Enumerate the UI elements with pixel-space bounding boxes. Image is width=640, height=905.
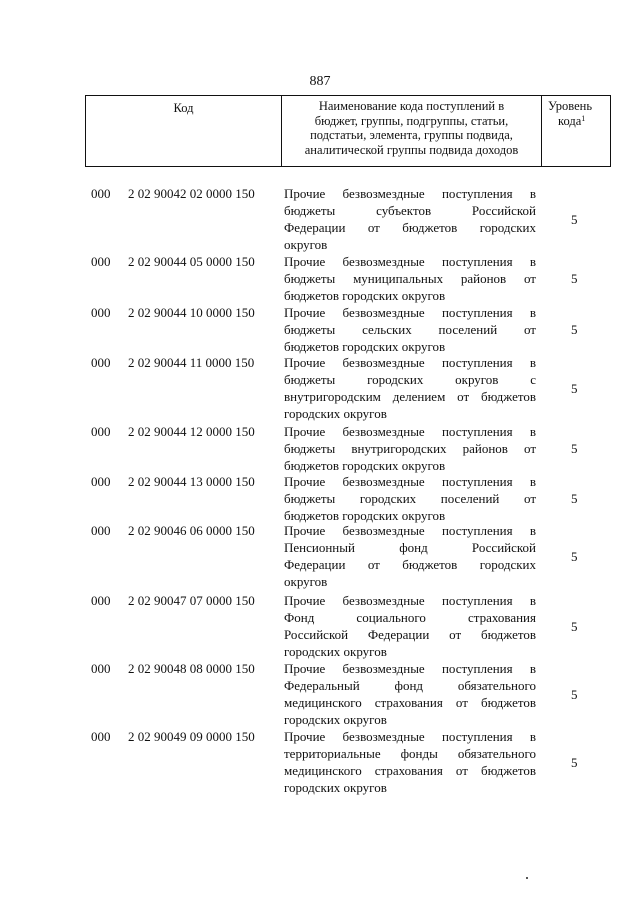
row-description-line: Прочие безвозмездные поступления в	[284, 474, 536, 489]
row-description	[284, 423, 536, 474]
row-level: 5	[571, 212, 578, 227]
row-code: 2 02 90044 13 0000 150	[128, 474, 255, 489]
row-description-line: территориальные фонды обязательного	[284, 746, 536, 761]
row-description-line: Прочие безвозмездные поступления в	[284, 729, 536, 744]
row-description-line: Прочие безвозмездные поступления в	[284, 355, 536, 370]
row-code: 2 02 90046 06 0000 150	[128, 523, 255, 538]
header-level-line: кода	[558, 113, 582, 128]
row-description	[284, 354, 536, 422]
header-name-line: бюджет, группы, подгруппы, статьи,	[314, 113, 509, 128]
header-code-cell	[86, 96, 282, 166]
row-description-line: Пенсионный фонд Российской	[284, 540, 536, 555]
row-description-line: бюджеты муниципальных районов от	[284, 271, 536, 286]
row-description-line: бюджетов городских округов	[284, 458, 446, 473]
row-prefix: 000	[91, 355, 111, 370]
row-description-line: Федерации от бюджетов городских	[284, 557, 536, 572]
row-description-line: Фонд социального страхования	[284, 610, 536, 625]
row-description	[284, 304, 536, 355]
row-description	[284, 185, 536, 253]
row-description	[284, 473, 536, 524]
row-description-line: городских округов	[284, 712, 387, 727]
header-name-line: подстатьи, элемента, группы подвида,	[310, 128, 513, 142]
row-description-line: городских округов	[284, 406, 387, 421]
row-description-line: Прочие безвозмездные поступления в	[284, 661, 536, 676]
row-level: 5	[571, 549, 578, 564]
row-prefix: 000	[91, 474, 111, 489]
row-prefix: 000	[91, 593, 111, 608]
row-description-line: Прочие безвозмездные поступления в	[284, 523, 536, 538]
row-description-line: бюджетов городских округов	[284, 508, 446, 523]
row-level: 5	[571, 441, 578, 456]
page-number: 887	[309, 74, 331, 89]
row-description-line: бюджеты субъектов Российской	[284, 203, 536, 218]
row-level: 5	[571, 755, 578, 770]
header-level-line: Уровень	[548, 99, 593, 113]
row-description-line: бюджетов городских округов	[284, 339, 446, 354]
row-prefix: 000	[91, 729, 111, 744]
row-code: 2 02 90044 12 0000 150	[128, 424, 255, 439]
row-description-line: бюджеты городских поселений от	[284, 491, 536, 506]
row-prefix: 000	[91, 254, 111, 269]
row-description-line: городских округов	[284, 644, 387, 659]
row-description-line: округов	[284, 237, 328, 252]
row-level: 5	[571, 322, 578, 337]
row-code: 2 02 90048 08 0000 150	[128, 661, 255, 676]
row-description	[284, 592, 536, 660]
row-code: 2 02 90044 05 0000 150	[128, 254, 255, 269]
row-code: 2 02 90042 02 0000 150	[128, 186, 255, 201]
row-prefix: 000	[91, 305, 111, 320]
row-description-line: Прочие безвозмездные поступления в	[284, 593, 536, 608]
row-prefix: 000	[91, 186, 111, 201]
scan-mark	[526, 877, 528, 879]
row-description	[284, 728, 536, 796]
row-level: 5	[571, 271, 578, 286]
row-description-line: Прочие безвозмездные поступления в	[284, 305, 536, 320]
table-header	[85, 95, 611, 167]
row-description-line: округов	[284, 574, 328, 589]
row-description-line: Прочие безвозмездные поступления в	[284, 186, 536, 201]
row-description	[284, 522, 536, 590]
row-code: 2 02 90047 07 0000 150	[128, 593, 255, 608]
row-code: 2 02 90049 09 0000 150	[128, 729, 255, 744]
header-name-cell	[282, 96, 542, 166]
header-level-footnote: 1	[581, 113, 586, 123]
row-level: 5	[571, 619, 578, 634]
row-description	[284, 660, 536, 728]
row-description-line: Российской Федерации от бюджетов	[284, 627, 536, 642]
row-description-line: Федеральный фонд обязательного	[284, 678, 536, 693]
row-description-line: медицинского страхования от бюджетов	[284, 763, 536, 778]
row-description-line: бюджетов городских округов	[284, 288, 446, 303]
row-prefix: 000	[91, 424, 111, 439]
row-description-line: медицинского страхования от бюджетов	[284, 695, 536, 710]
header-code-label: Код	[173, 101, 194, 115]
header-name-line: Наименование кода поступлений в	[318, 99, 505, 113]
row-code: 2 02 90044 11 0000 150	[128, 355, 255, 370]
row-description-line: Прочие безвозмездные поступления в	[284, 424, 536, 439]
row-prefix: 000	[91, 523, 111, 538]
row-description-line: внутригородским делением от бюджетов	[284, 389, 536, 404]
row-description-line: городских округов	[284, 780, 387, 795]
row-level: 5	[571, 687, 578, 702]
row-description-line: бюджеты сельских поселений от	[284, 322, 536, 337]
header-name-line: аналитической группы подвида доходов	[304, 142, 519, 157]
row-level: 5	[571, 491, 578, 506]
row-description-line: бюджеты внутригородских районов от	[284, 441, 536, 456]
row-description-line: Прочие безвозмездные поступления в	[284, 254, 536, 269]
row-code: 2 02 90044 10 0000 150	[128, 305, 255, 320]
row-level: 5	[571, 381, 578, 396]
row-description-line: Федерации от бюджетов городских	[284, 220, 536, 235]
row-description	[284, 253, 536, 304]
header-level-cell	[542, 96, 610, 166]
row-description-line: бюджеты городских округов с	[284, 372, 536, 387]
row-prefix: 000	[91, 661, 111, 676]
